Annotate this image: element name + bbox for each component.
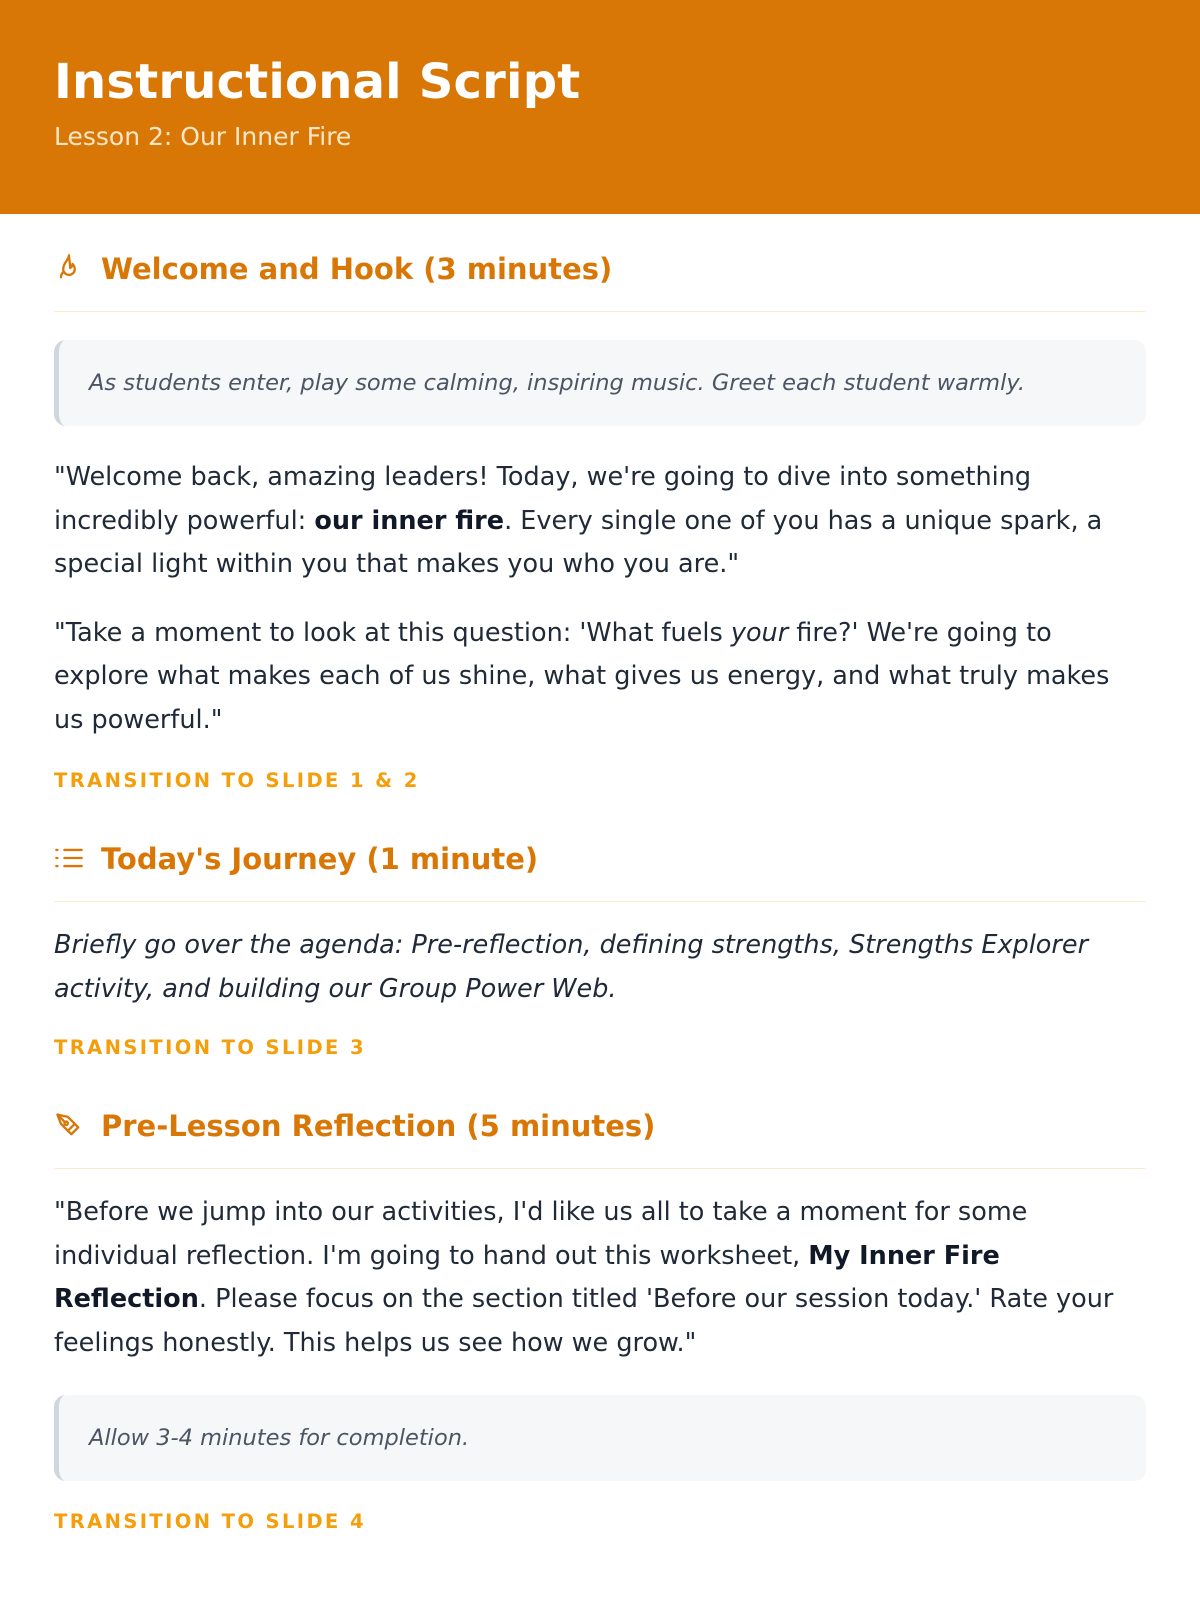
list-icon <box>54 843 84 873</box>
slide-transition-cue: TRANSITION TO SLIDE 1 & 2 <box>54 769 420 792</box>
paragraph-text: "Take a moment to look at this question: 'What fuels <box>54 617 731 648</box>
section-header <box>54 250 1146 312</box>
emphasis-text: your <box>730 617 789 648</box>
flame-icon <box>54 253 84 283</box>
page-title: Instructional Script <box>54 54 581 110</box>
section-pre-lesson-reflection <box>54 1107 1146 1535</box>
slide-transition-cue: TRANSITION TO SLIDE 4 <box>54 1510 366 1533</box>
teacher-note: As students enter, play some calming, inspiring music. Greet each student warmly. <box>54 340 1146 426</box>
paragraph-text: . Please focus on the section titled 'Before our session today.' Rate your feelings honestly. This helps us see how we grow." <box>54 1284 1114 1358</box>
slide-transition-cue: TRANSITION TO SLIDE 3 <box>54 1036 366 1059</box>
script-paragraph <box>54 1191 1146 1365</box>
section-todays-journey <box>54 840 1146 1061</box>
pen-icon <box>54 1110 84 1140</box>
section-title: Welcome and Hook (3 minutes) <box>101 252 613 286</box>
section-header <box>54 1107 1146 1169</box>
paragraph-text: fire?' We're going to explore what makes each of us shine, what gives us energy, and what truly makes us powerful." <box>54 617 1110 735</box>
section-title: Today's Journey (1 minute) <box>101 842 539 876</box>
paragraph-text: "Welcome back, amazing leaders! Today, we're going to dive into something incredibly powerful: <box>54 462 1032 536</box>
page-header <box>0 0 1200 214</box>
section-header <box>54 840 1146 902</box>
teacher-note: Allow 3-4 minutes for completion. <box>54 1395 1146 1481</box>
emphasis-text: our inner fire <box>314 505 505 536</box>
section-welcome-and-hook <box>54 250 1146 794</box>
script-paragraph <box>54 456 1146 587</box>
paragraph-text: . Every single one of you has a unique spark, a special light within you that makes you who you are." <box>54 505 1103 579</box>
script-paragraph <box>54 612 1146 743</box>
teacher-instruction: Briefly go over the agenda: Pre-reflection, defining strengths, Strengths Explorer activity, and building our Group Power Web. <box>54 930 1089 1004</box>
section-title: Pre-Lesson Reflection (5 minutes) <box>101 1109 656 1143</box>
emphasis-text: My Inner Fire Reflection <box>54 1240 1000 1314</box>
paragraph-text: "Before we jump into our activities, I'd like us all to take a moment for some individual reflection. I'm going to hand out this worksheet, <box>54 1197 1028 1271</box>
script-content <box>0 250 1200 1535</box>
page-subtitle: Lesson 2: Our Inner Fire <box>54 122 352 151</box>
